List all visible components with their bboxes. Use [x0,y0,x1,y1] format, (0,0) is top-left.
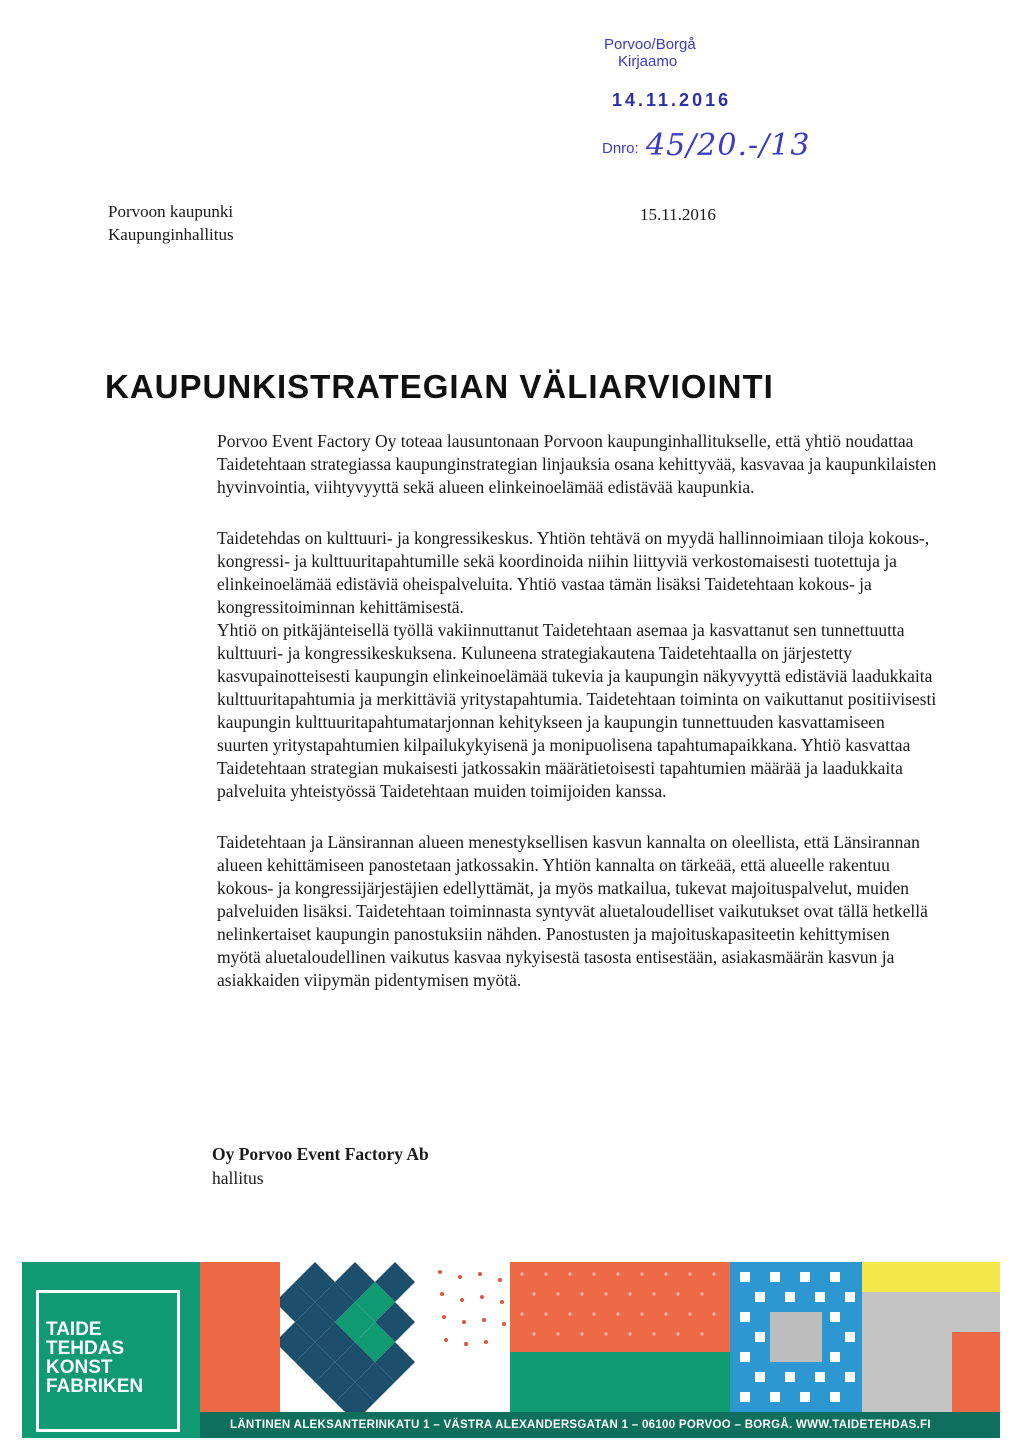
stamp-dnro-value: 45/20.-/13 [646,128,811,163]
pattern-yellow [862,1262,1000,1292]
stamp-office: Kirjaamo [618,53,678,70]
paragraph-2: Taidetehdas on kulttuuri- ja kongressikeskus. Yhtiön tehtävä on myydä hallinnoimiaan tiloja kokous-, kongressi- ja kulttuuritapahtumille sekä koordinoida niihin liittyviä verkostomaisesti tuotettuja ja elinkeinoelämää edistäviä oheispalveluita. Yhtiö vastaa tämän lisäksi Taidetehtaan kokous- ja kongressitoiminnan kehittämisestä. [217,528,930,617]
recipient-block [108,200,234,246]
letterhead-footer [22,1262,1000,1438]
paragraph-4: Taidetehtaan ja Länsirannan alueen menestyksellisen kasvun kannalta on oleellista, että Länsirannan alueen kehittämiseen panostetaan jatkossakin. Yhtiön kannalta on tärkeää, että alueelle rakentuu kokous- ja kongressijärjestäjien edellyttämät, ja myös matkailua, tukevat majoituspalvelut, muiden palveluiden lisäksi. Taidetehtaan toiminnasta syntyvät aluetaloudelliset vaikutukset ovat tällä hetkellä nelinkertaiset kaupungin panostuksiin nähden. Panostusten ja majoituskapasiteetin kehittymisen myötä aluetaloudellinen vaikutus kasvaa nykyisestä tasosta entisestään, asiakasmäärän kasvun ja asiakkaiden viipymän pidentymisen myötä. [217,832,928,990]
paragraph-1: Porvoo Event Factory Oy toteaa lausuntonaan Porvoon kaupunginhallitukselle, että yhtiö noudattaa Taidetehtaan strategiassa kaupunginstrategian linjauksia osana kehittyvää, kasvavaa ja kaupunkilaisten hyvinvointia, viihtyvyyttä sekä alueen elinkeinoelämää edistävää kaupunkia. [217,431,937,497]
footer-address: LÄNTINEN ALEKSANTERINKATU 1 – VÄSTRA ALEXANDERSGATAN 1 – 06100 PORVOO – BORGÅ. WWW.TAIDETEHDAS.FI [200,1412,1000,1438]
signature-company: Oy Porvoo Event Factory Ab [212,1144,429,1164]
logo-text [46,1320,143,1396]
paragraph-3: Yhtiö on pitkäjänteisellä työllä vakiinnuttanut Taidetehtaan asemaa ja kasvattanut sen tunnettuutta kulttuuri- ja kongressikeskuksena. Kuluneena strategiakautena Taidetehtaalla on järjestetty kasvupainotteisesti kaupungin elinkeinoelämää tukevia ja kaupungin näkyvyyttä edistäviä laadukkaita kulttuuritapahtumia ja merkittäviä yritystapahtumia. Taidetehtaan toiminta on vaikuttanut positiivisesti kaupungin kulttuuritapahtumatarjonnan kehitykseen ja kaupungin tunnettuuden kasvattamiseen suurten yritystapahtumien kilpailukykyisenä ja monipuolisena tapahtumapaikkana. Yhtiö kasvattaa Taidetehtaan strategian mukaisesti jatkossakin määrätietoisesti tapahtumien määrää ja laadukkaita palveluita yhteistyössä Taidetehtaan muiden toimijoiden kanssa. [217,620,937,801]
letter-body [217,430,937,1014]
signature-block [212,1142,429,1190]
recipient-line-2: Kaupunginhallitus [108,225,234,244]
pattern-orange-dotted [510,1262,730,1352]
stamp-date: 14.11.2016 [612,90,732,110]
logo-line-1: TAIDE [46,1319,102,1340]
stamp-city: Porvoo/Borgå [604,36,696,53]
recipient-line-1: Porvoon kaupunki [108,202,234,221]
signature-body: hallitus [212,1168,264,1188]
letter-date: 15.11.2016 [640,205,716,224]
logo-line-4: FABRIKEN [46,1376,144,1397]
stamp-dnro-label: Dnro: [602,140,639,157]
logo-line-3: KONST [46,1357,113,1378]
dotted-orange-graphic [510,1262,730,1352]
taidetehdas-logo [22,1262,200,1438]
logo-line-2: TEHDAS [46,1338,125,1359]
document-title: KAUPUNKISTRATEGIAN VÄLIARVIOINTI [105,368,774,405]
